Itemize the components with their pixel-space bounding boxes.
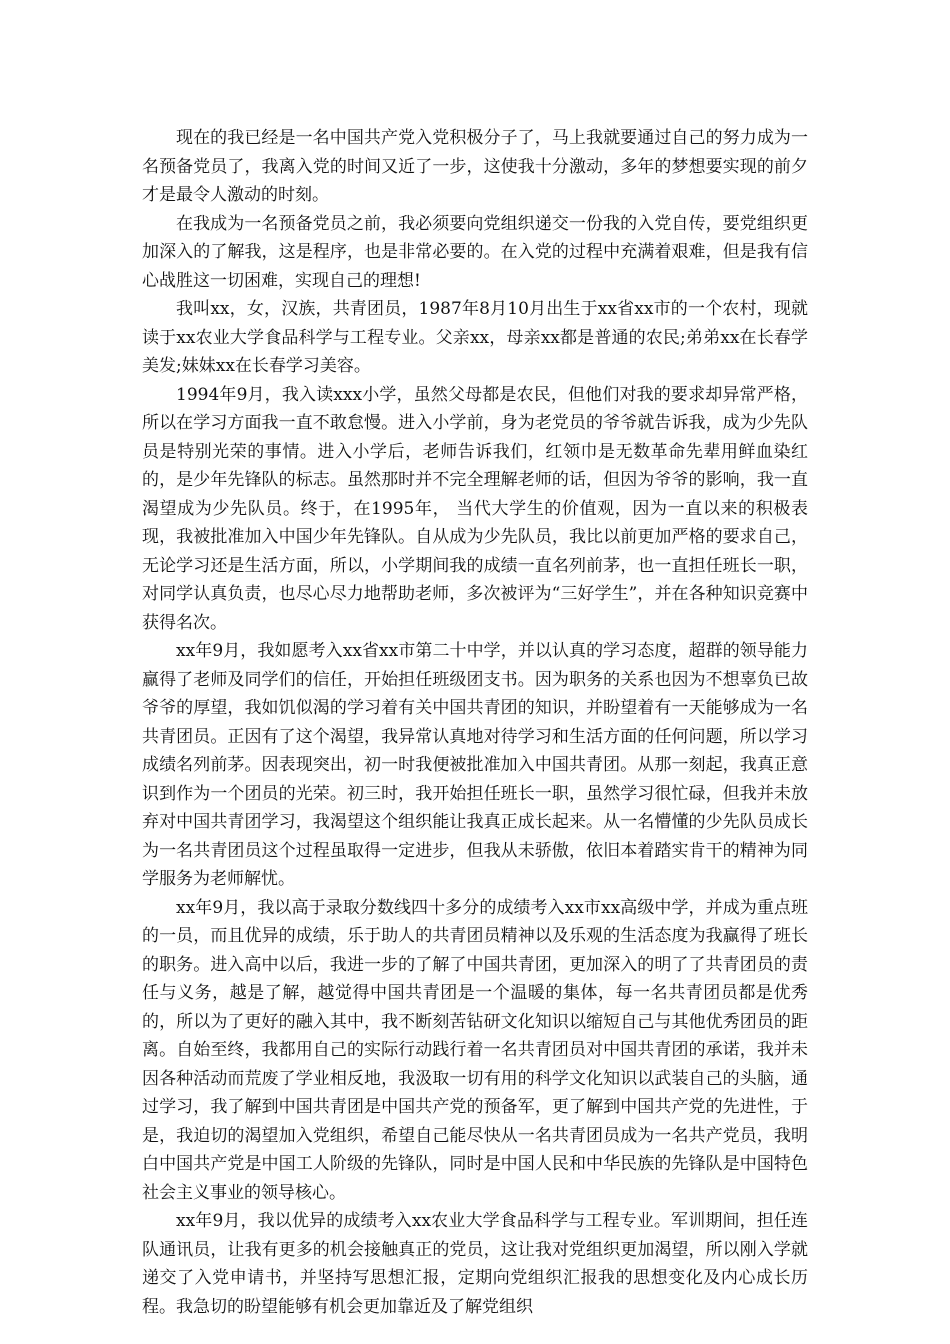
paragraph-primary-school: 1994年9月，我入读xxx小学，虽然父母都是农民，但他们对我的要求却异常严格，所以在学习方面我一直不敢怠慢。进入小学前，身为老党员的爷爷就告诉我，成为少先队员是特别光荣的事情。进入小学后，老师告诉我们，红领巾是无数革命先辈用鲜血染红的，是少年先锋队的标志。虽然那时并不完全理解老师的话，但因为爷爷的影响，我一直渴望成为少先队员。终于，在1995年， 当代大学生的价值观，因为一直以来的积极表现，我被批准加入中国少年先锋队。自从成为少先队员，我比以前更加严格的要求自己，无论学习还是生活方面，所以，小学期间我的成绩一直名列前茅，也一直担任班长一职，对同学认真负责，也尽心尽力地帮助老师，多次被评为“三好学生”，并在各种知识竞赛中获得名次。 xyxy=(142,384,808,633)
paragraph-high-school: xx年9月，我以高于录取分数线四十多分的成绩考入xx市xx高级中学，并成为重点班的一员，而且优异的成绩，乐于助人的共青团员精神以及乐观的生活态度为我赢得了班长的职务。进入高中以后，我进一步的了解了中国共青团，更加深入的明了了共青团员的责任与义务，越是了解，越觉得中国共青团是一个温暖的集体，每一名共青团员都是优秀的，所以为了更好的融入其中，我不断刻苦钻研文化知识以缩短自己与其他优秀团员的距离。自始至终，我都用自己的实际行动践行着一名共青团员对中国共青团的承诺，我并未因各种活动而荒废了学业相反地，我汲取一切有用的科学文化知识以武装自己的头脑，通过学习，我了解到中国共青团是中国共产党的预备军，更了解到中国共产党的先进性，于是，我迫切的渴望加入党组织，希望自己能尽快从一名共青团员成为一名共产党员，我明白中国共产党是中国工人阶级的先锋队，同时是中国人民和中华民族的先锋队是中国特色社会主义事业的领导核心。 xyxy=(142,897,808,1203)
paragraph-intro: 现在的我已经是一名中国共产党入党积极分子了，马上我就要通过自己的努力成为一名预备党员了，我离入党的时间又近了一步，这使我十分激动，多年的梦想要实现的前夕才是最令人激动的时刻。 xyxy=(142,128,808,205)
paragraph-middle-school: xx年9月，我如愿考入xx省xx市第二十中学，并以认真的学习态度，超群的领导能力赢得了老师及同学们的信任，开始担任班级团支书。因为职务的关系也因为不想辜负已故爷爷的厚望，我如饥似渴的学习着有关中国共青团的知识，并盼望着有一天能够成为一名共青团员。正因有了这个渴望，我异常认真地对待学习和生活方面的任何问题，所以学习成绩名列前茅。因表现突出，初一时我便被批准加入中国共青团。从那一刻起，我真正意识到作为一个团员的光荣。初三时，我开始担任班长一职，虽然学习很忙碌，但我并未放弃对中国共青团学习，我渴望这个组织能让我真正成长起来。从一名懵懂的少先队员成长为一名共青团员这个过程虽取得一定进步，但我从未骄傲，依旧本着踏实肯干的精神为同学服务为老师解忧。 xyxy=(142,641,808,889)
document-body xyxy=(142,124,808,1321)
paragraph-university: xx年9月，我以优异的成绩考入xx农业大学食品科学与工程专业。军训期间，担任连队通讯员，让我有更多的机会接触真正的党员，这让我对党组织更加渴望，所以刚入学就递交了入党申请书，并坚持写思想汇报，定期向党组织汇报我的思想变化及内心成长历程。我急切的盼望能够有机会更加靠近及了解党组织 xyxy=(142,1211,808,1317)
paragraph-autobiography-purpose: 在我成为一名预备党员之前，我必须要向党组织递交一份我的入党自传，要党组织更加深入的了解我，这是程序，也是非常必要的。在入党的过程中充满着艰难，但是我有信心战胜这一切困难，实现自己的理想! xyxy=(142,213,808,291)
paragraph-personal-info: 我叫xx，女，汉族，共青团员，1987年8月10月出生于xx省xx市的一个农村，现就读于xx农业大学食品科学与工程专业。父亲xx，母亲xx都是普通的农民;弟弟xx在长春学美发;妹妹xx在长春学习美容。 xyxy=(142,299,808,376)
